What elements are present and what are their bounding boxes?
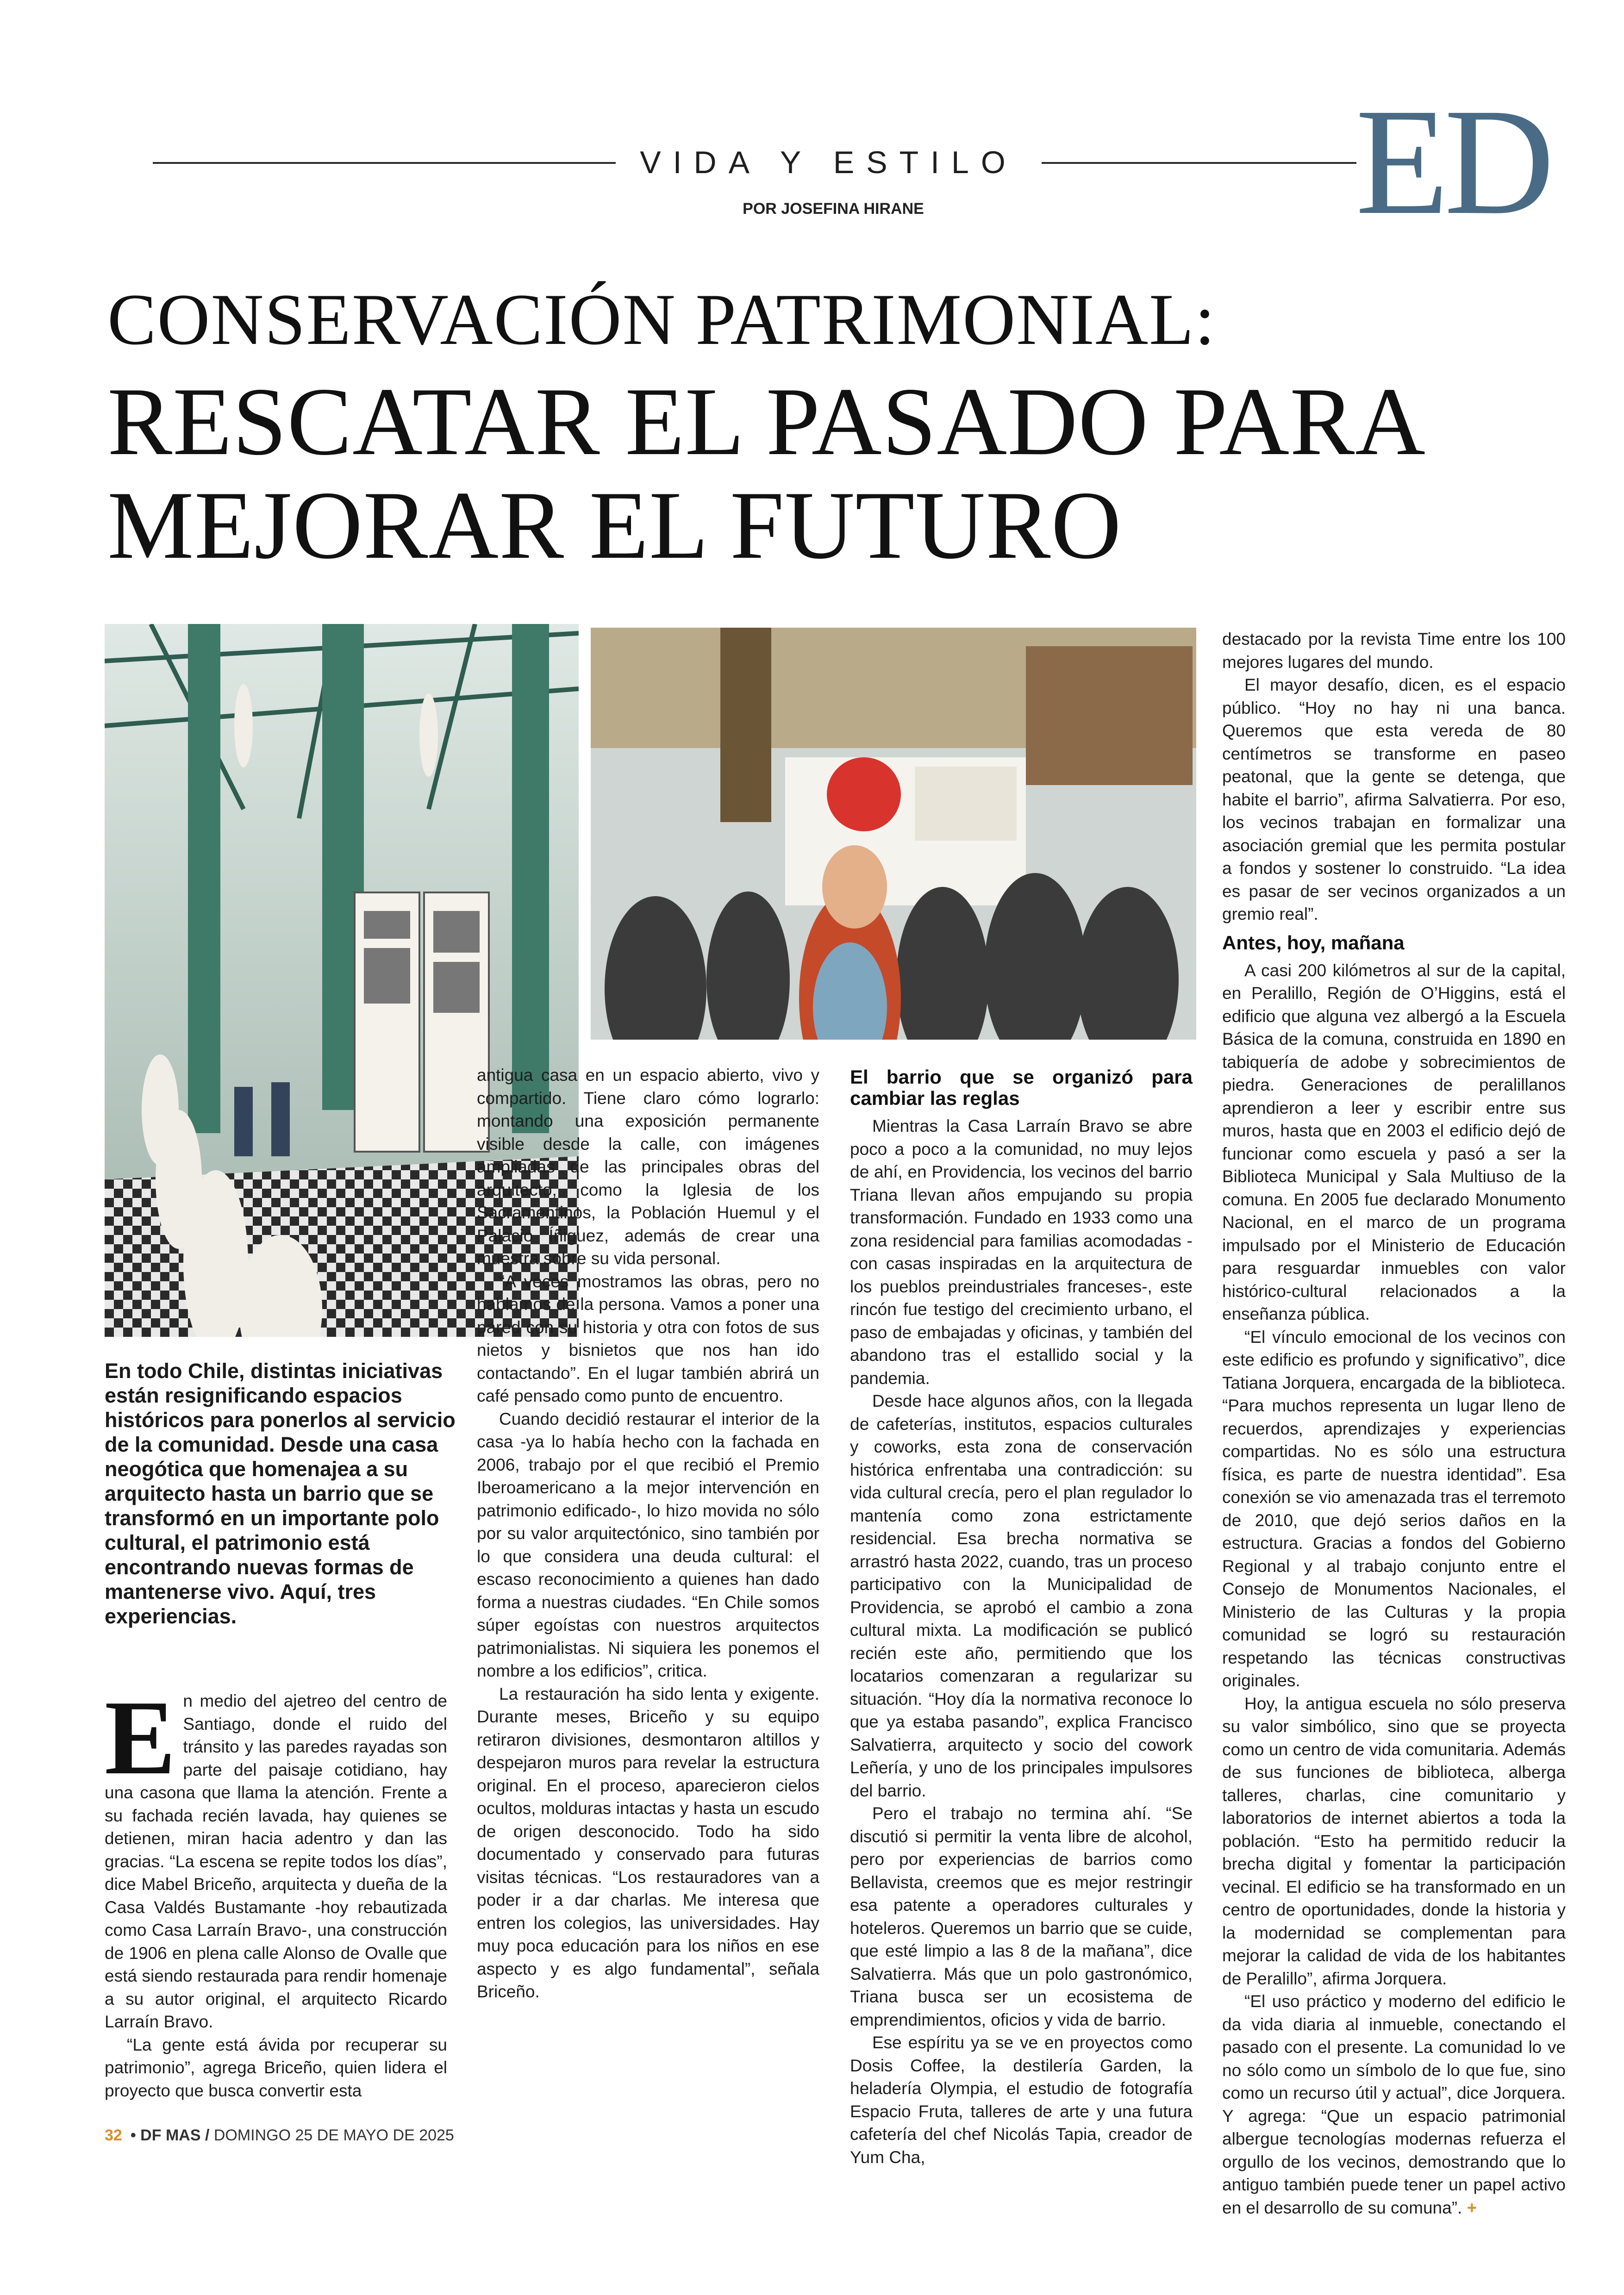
section-heading-barrio: El barrio que se organizó para cambiar las reglas [850,1066,1193,1109]
page-footer [105,2127,454,2145]
col3-paragraph-2: Desde hace algunos años, con la llegada de cafeterías, institutos, espacios culturales y coworks, esta zona de conservación histórica enfrentaba una contradicción: su vida cultural crecía, pero el plan regulador lo mantenía como zona estrictamente residencial. Esa brecha normativa se arrastró hasta 2022, cuando, tras un proceso participativo con la Municipalidad de Providencia, se aprobó el cambio a zona cultural mixta. La modificación se publicó recién este año, permitiendo que los locatarios comenzaran a regularizar su situación. “Hoy día la normativa reconoce lo que ya estaba pasando”, explica Francisco Salvatierra, arquitecto y socio del cowork Leñería, y uno de los principales impulsores del barrio. [850,1391,1193,1800]
col4-paragraph-1: destacado por la revista Time entre los 100 mejores lugares del mundo. [1222,630,1566,672]
col1-paragraph-1-text: n medio del ajetreo del centro de Santiago, donde el ruido del tránsito y las paredes rayadas son parte del paisaje cotidiano, hay una casona que llama la atención. Frente a su fachada recién lavada, hay quienes se detienen, miran hacia adentro y dan las gracias. “La escena se repite todos los días”, dice Mabel Briceño, arquitecta y dueña de la Casa Valdés Bustamante -hoy rebautizada como Casa Larraín Bravo-, una construcción de 1906 en plena calle Alonso de Ovalle que está siendo restaurada para rendir homenaje a su autor original, el arquitecto Ricardo Larraín Bravo. [105,1691,447,2031]
column-2 [477,1064,819,2003]
col1-paragraph-2: “La gente está ávida por recuperar su patrimonio”, agrega Briceño, quien lidera el proyecto que busca convertir esta [105,2035,447,2100]
column-4 [1222,628,1566,2219]
col4-paragraph-4: “El vínculo emocional de los vecinos con este edificio es profundo y significativo”, dice Tatiana Jorquera, encargada de la biblioteca. “Para muchos representa un lugar lleno de recuerdos, aprendizajes y experiencias compartidas. No es sólo una estructura física, es parte de nuestra identidad”. Esa conexión se vio amenazada tras el terremoto de 2010, que dejó serios daños en la estructura. Gracias a fondos del Gobierno Regional y al trabajo conjunto entre el Consejo de Monumentos Nacionales, el Ministerio de las Culturas y la propia comunidad se logró su restauración respetando las técnicas constructivas originales. [1222,1327,1566,1690]
col4-paragraph-2: El mayor desafío, dicen, es el espacio público. “Hoy no hay ni una banca. Queremos que esta vereda de 80 centímetros se transforme en paseo peatonal, que la gente se detenga, que habite el barrio”, afirma Salvatierra. Por eso, los vecinos trabajan en formalizar una asociación gremial que les permita postular a fondos y sostener lo construido. “La idea es pasar de ser vecinos organizados a un gremio real”. [1222,675,1566,923]
end-mark-icon: + [1467,2198,1477,2217]
col3-paragraph-1: Mientras la Casa Larraín Bravo se abre poco a poco a la comunidad, no muy lejos de ahí, en Providencia, los vecinos del barrio Triana llevan años empujando su propia transformación. Fundado en 1933 como una zona residencial para familias acomodadas -con casas inspiradas en la arquitectura de los pueblos preindustriales franceses-, este rincón fue testigo del crecimiento urbano, el paso de embajadas y oficinas, y también del abandono tras el estallido social y la pandemia. [850,1116,1193,1388]
col4-paragraph-6 [1222,1990,1566,2219]
col4-paragraph-3: A casi 200 kilómetros al sur de la capital, en Peralillo, Región de O’Higgins, está el edificio que alguna vez albergó a la Escuela Básica de la comuna, construida en 1890 en tabiquería de adobe y sobrecimientos de piedra. Generaciones de peralillanos aprendieron a leer y escribir entre sus muros, hasta que en 2003 el edificio dejó de funcionar como escuela y pasó a ser la Biblioteca Municipal y Sala Multiuso de la comuna. En 2005 fue declarado Monumento Nacional, en el marco de un programa impulsado por el Ministerio de Educación para resguardar inmuebles con valor histórico-cultural relacionados a la enseñanza pública. [1222,960,1566,1323]
col3-paragraph-4: Ese espíritu ya se ve en proyectos como Dosis Coffee, la destilería Garden, la heladería Olympia, el estudio de fotografía Espacio Fruta, talleres de arte y una futura cafetería del chef Nicolás Tapia, creador de Yum Cha, [850,2033,1193,2167]
issue-date: DOMINGO 25 DE MAYO DE 2025 [213,2127,454,2144]
col4-paragraph-6-text: “El uso práctico y moderno del edificio le da vida diaria al inmueble, conectando el pasado con el presente. La comunidad lo ve no sólo como un símbolo de lo que fue, sino como un recurso útil y actual”, dice Jorquera. Y agrega: “Que un espacio patrimonial albergue tecnologías modernas refuerza el orgullo de los vecinos, demostrando que lo antiguo también puede tener un papel activo en el desarrollo de su comuna”. [1222,1992,1566,2217]
lead-paragraph: En todo Chile, distintas iniciativas están resignificando espacios históricos para ponerlos al servicio de la comunidad. Desde una casa neogótica que homenajea a su arquitecto hasta un barrio que se transformó en un importante polo cultural, el patrimonio está encontrando nuevas formas de mantenerse vivo. Aquí, tres experiencias. [105,1359,456,1628]
section-title: VIDA Y ESTILO [640,145,1018,180]
photo-barrio-triana-crowd [591,628,1196,1040]
col1-paragraph-1 [105,1678,447,2033]
column-1 [105,1678,447,2102]
headline-line-1: CONSERVACIÓN PATRIMONIAL: [107,279,1216,360]
magazine-logo: ED [1355,77,1550,246]
section-rule-left [153,162,616,164]
col4-paragraph-5: Hoy, la antigua escuela no sólo preserva su valor simbólico, sino que se proyecta como un centro de vida comunitaria. Además de sus funciones de biblioteca, alberga talleres, charlas, cine comunitario y laboratorios de internet abiertos a toda la población. “Esto ha permitido reducir la brecha digital y fomentar la participación vecinal. El edificio se ha transformado en un centro de oportunidades, donde la historia y la modernidad se complementan para mejorar la calidad de vida de los habitantes de Peralillo”, afirma Jorquera. [1222,1694,1566,1988]
byline: POR JOSEFINA HIRANE [743,200,924,218]
col2-paragraph-4: La restauración ha sido lenta y exigente. Durante meses, Briceño y su equipo retiraron divisiones, desmontaron altillos y despejaron muros para revelar la estructura original. En el proceso, aparecieron cielos ocultos, molduras intactas y hasta un escudo de origen desconocido. Todo ha sido documentado y conservado para futuras visitas técnicas. “Los restauradores van a poder ir a dar charlas. Me interesa que entren los colegios, las universidades. Hay muy poca educación para los niños en ese aspecto y es algo fundamental”, señala Briceño. [477,1684,819,2001]
col3-paragraph-3: Pero el trabajo no termina ahí. “Se discutió si permitir la venta libre de alcohol, pero por experiencias de barrios como Bellavista, creemos que es mejor restringir esa patente a operadores culturales y hoteleros. Queremos un barrio que se cuide, que esté limpio a las 8 de la mañana”, dice Salvatierra. Más que un polo gastronómico, Triana busca ser un ecosistema de emprendimientos, oficios y vida de barrio. [850,1804,1193,2029]
publication-name: • DF MAS / [130,2127,210,2144]
section-rule-right [1042,162,1356,164]
col2-paragraph-3: Cuando decidió restaurar el interior de la casa -ya lo había hecho con la fachada en 2006, trabajo por el que recibió el Premio Iberoamericano a la mejor intervención en patrimonio edificado-, lo hizo movida no sólo por su valor arquitectónico, sino también por lo que considera una deuda cultural: el escaso reconocimiento a quienes han dado forma a nuestras ciudades. “En Chile somos súper egoístas con nuestros arquitectos patrimonialistas. Ni siquiera les ponemos el nombre a los edificios”, critica. [477,1409,819,1680]
col2-paragraph-1-text: antigua casa en un espacio abierto, vivo y compartido. Tiene claro cómo lograrlo: montando una exposición permanente visible desde la calle, con imágenes ampliadas de las principales obras del arquitecto, como la Iglesia de los Sacramentinos, la Población Huemul y el Palacio Íñiguez, además de crear una muestra sobre su vida personal. [477,1066,819,1268]
dropcap: E [105,1678,176,1796]
col2-paragraph-1-flow [477,1064,819,1270]
section-heading-antes: Antes, hoy, mañana [1222,931,1405,954]
headline-line-2: RESCATAR EL PASADO PARA [107,368,1426,475]
headline-line-3: MEJORAR EL FUTURO [107,472,1122,579]
page-number: 32 [105,2127,122,2144]
column-3 [850,1060,1193,2169]
col2-paragraph-2: “A veces mostramos las obras, pero no hablamos de la persona. Vamos a poner una pared con su historia y otra con fotos de sus nietos y bisnietos que nos han ido contactando”. En el lugar también abrirá un café pensado como punto de encuentro. [477,1272,819,1405]
